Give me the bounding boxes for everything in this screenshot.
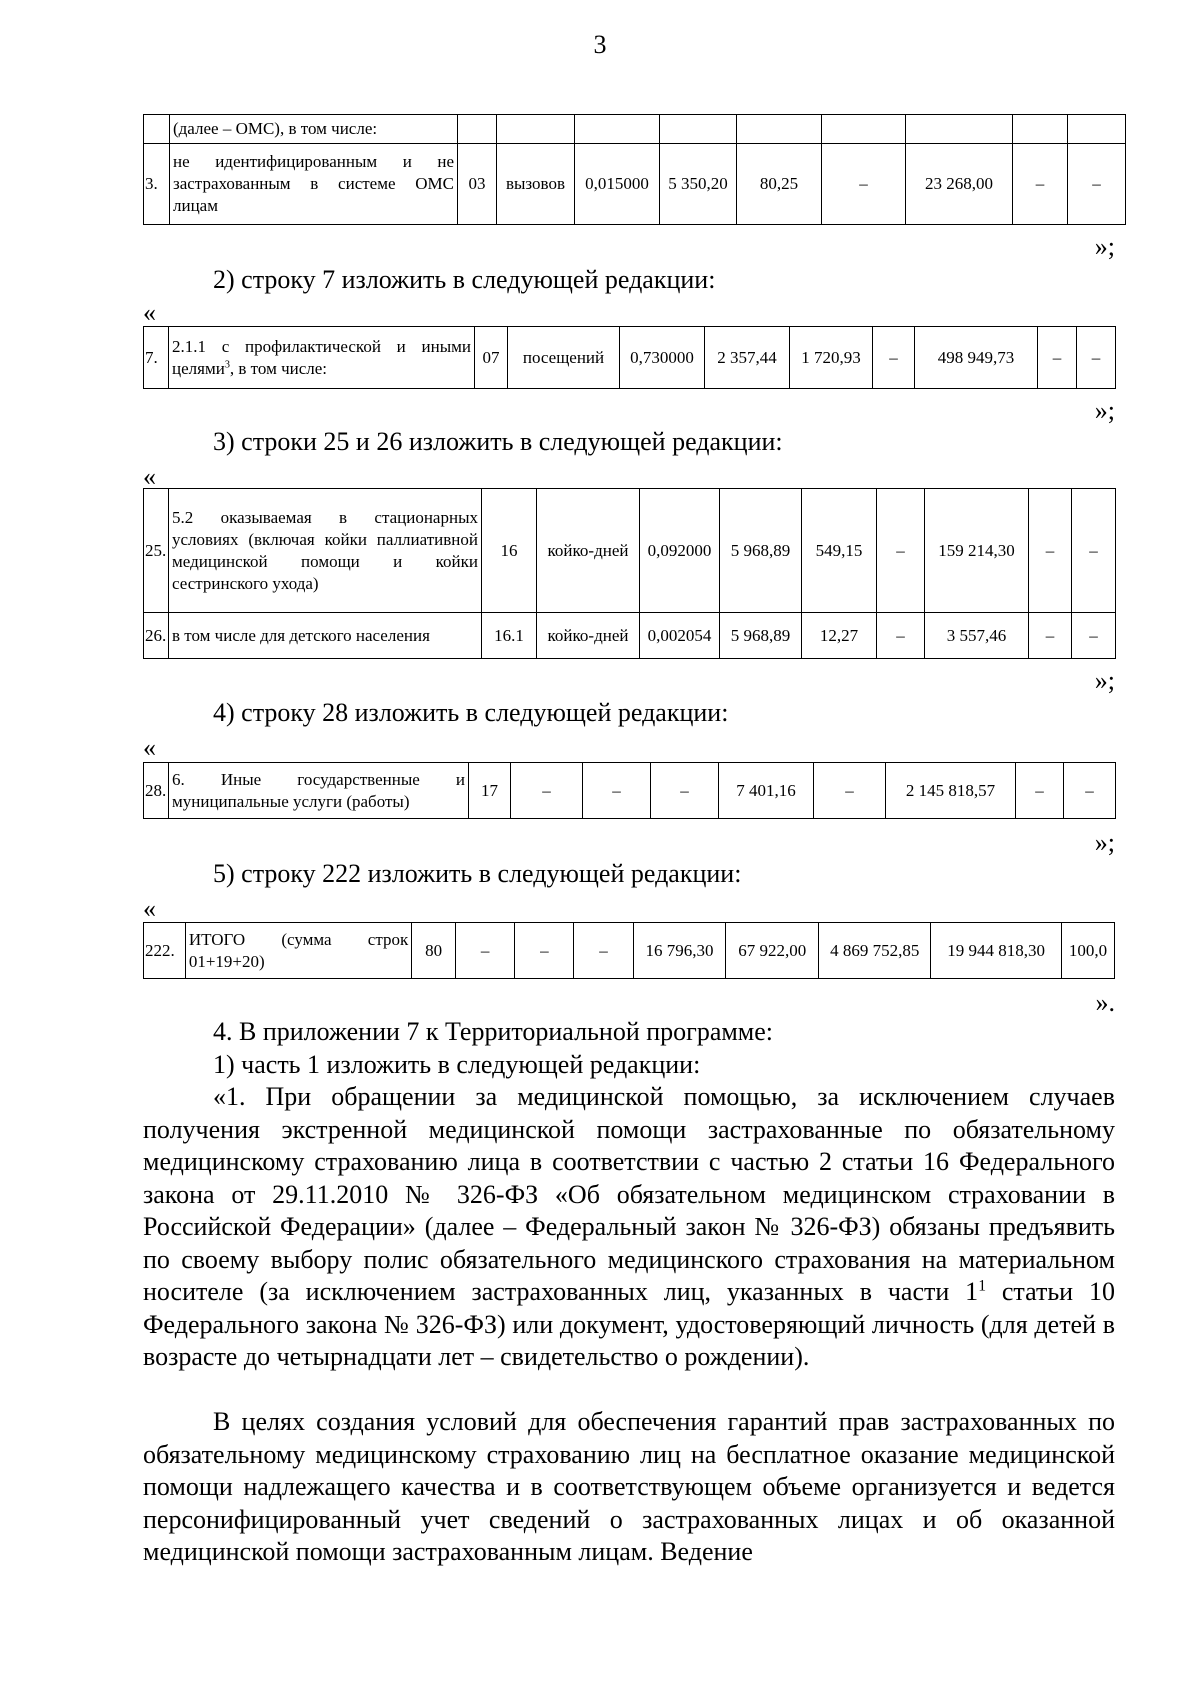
row-unit: посещений <box>508 327 620 389</box>
cell: 0,015000 <box>575 144 660 225</box>
footnote-mark: 3 <box>224 358 230 370</box>
cell: – <box>1072 489 1116 613</box>
page-number: 3 <box>593 30 607 59</box>
cell: 5 968,89 <box>720 489 802 613</box>
cell: – <box>1029 613 1072 659</box>
cell: 67 922,00 <box>726 923 819 979</box>
item-heading: 1) часть 1 изложить в следующей редакции: <box>213 1050 701 1079</box>
row-unit: вызовов <box>497 144 575 225</box>
row-unit: койко-дней <box>537 613 640 659</box>
cell: – <box>456 923 515 979</box>
cell: 12,27 <box>802 613 877 659</box>
row-name: ИТОГО (сумма строк 01+19+20) <box>185 923 411 979</box>
section-heading: 4) строку 28 изложить в следующей редакции: <box>213 698 729 727</box>
table-row <box>144 489 1116 613</box>
paragraph-2: В целях создания условий для обеспечения гарантий прав застрахованных по обязательному медицинскому страхованию лиц на бесплатное оказание медицинской помощи надлежащего качества и в соответствующем объеме организуется и ведется персонифицированный учет сведений о застрахованных лицах и об оказанной медицинской помощи застрахованным лицам. Ведение <box>143 1407 1115 1566</box>
table-row-28 <box>143 762 1116 819</box>
cell: 7 401,16 <box>719 763 814 819</box>
cell: 5 968,89 <box>720 613 802 659</box>
cell: – <box>1068 144 1126 225</box>
closing-quote: »; <box>1094 828 1115 857</box>
cell: 549,15 <box>802 489 877 613</box>
cell: 100,0 <box>1061 923 1114 979</box>
table-rows-omc <box>143 114 1126 225</box>
row-code: 03 <box>458 144 497 225</box>
cell: 5 350,20 <box>660 144 737 225</box>
row-number: 7. <box>144 327 169 389</box>
cell: – <box>873 327 915 389</box>
row-code: 16 <box>482 489 537 613</box>
footnote-mark: 1 <box>978 1277 986 1295</box>
cell: – <box>511 763 583 819</box>
opening-quote: « <box>143 462 156 491</box>
row-name: не идентифицированным и не застрахованным в системе ОМС лицам <box>170 144 458 225</box>
table-row <box>144 327 1116 389</box>
closing-quote: ». <box>1095 988 1115 1017</box>
cell: – <box>1072 613 1116 659</box>
cell: – <box>1077 327 1116 389</box>
table-row-222 <box>143 922 1115 979</box>
table-row <box>144 613 1116 659</box>
cell: 0,092000 <box>640 489 720 613</box>
section-heading: 2) строку 7 изложить в следующей редакции: <box>213 265 716 294</box>
row-unit: койко-дней <box>537 489 640 613</box>
cell: – <box>877 489 925 613</box>
row-name: в том числе для детского населения <box>169 613 482 659</box>
cell: 4 869 752,85 <box>819 923 931 979</box>
cell: 159 214,30 <box>925 489 1029 613</box>
row-code: 17 <box>469 763 511 819</box>
row-code: 16.1 <box>482 613 537 659</box>
row-number: 25. <box>144 489 169 613</box>
row-code: 80 <box>412 923 456 979</box>
cell: 2 145 818,57 <box>886 763 1016 819</box>
cell: 0,730000 <box>620 327 705 389</box>
table-rows-25-26 <box>143 488 1116 659</box>
row-name: 2.1.1 с профилактической и иными целями$^3$, в том числе: <box>169 327 475 389</box>
cell: – <box>651 763 719 819</box>
cell: – <box>574 923 633 979</box>
table-row <box>144 923 1115 979</box>
table-row-7 <box>143 326 1116 389</box>
cell: – <box>515 923 574 979</box>
section-heading: 4. В приложении 7 к Территориальной программе: <box>213 1017 774 1046</box>
cell: 3 557,46 <box>925 613 1029 659</box>
cell: – <box>1038 327 1077 389</box>
table-row <box>144 115 1126 144</box>
row-number: 222. <box>144 923 186 979</box>
cell: 1 720,93 <box>790 327 873 389</box>
closing-quote: »; <box>1094 666 1115 695</box>
row-name: (далее – ОМС), в том числе: <box>170 115 458 144</box>
cell: 498 949,73 <box>915 327 1038 389</box>
row-name: 5.2 оказываемая в стационарных условиях (включая койки паллиативной медицинской помощи и койки сестринского ухода) <box>169 489 482 613</box>
opening-quote: « <box>143 298 156 327</box>
row-number: 26. <box>144 613 169 659</box>
row-code: 07 <box>475 327 508 389</box>
paragraph-1: «1. При обращении за медицинской помощью, за исключением случаев получения экстренной медицинской помощи застрахованные по обязательному медицинскому страхованию лица в соответствии с частью 2 статьи 16 Федерального закона от 29.11.2010 № 326-ФЗ «Об обязательном медицинском страховании в Российской Федерации» (далее – Федеральный закон № 326-ФЗ) обязаны предъявить по своему выбору полис обязательного медицинского страхования на материальном носителе (за исключением застрахованных лиц, указанных в части $1^1$ статьи 10 Федерального закона № 326-ФЗ) или документ, удостоверяющий личность (для детей в возрасте до четырнадцати лет – свидетельство о рождении). <box>143 1082 1115 1371</box>
cell: – <box>1029 489 1072 613</box>
cell: 0,002054 <box>640 613 720 659</box>
cell: 2 357,44 <box>705 327 790 389</box>
table-row <box>144 144 1126 225</box>
cell: – <box>822 144 906 225</box>
cell: – <box>1064 763 1116 819</box>
row-number: 28. <box>144 763 169 819</box>
cell: – <box>877 613 925 659</box>
row-number: 3. <box>144 144 170 225</box>
cell: – <box>814 763 886 819</box>
row-name: 6. Иные государственные и муниципальные услуги (работы) <box>169 763 469 819</box>
section-heading: 5) строку 222 изложить в следующей редакции: <box>213 859 742 888</box>
opening-quote: « <box>143 733 156 762</box>
cell: – <box>1013 144 1068 225</box>
cell: 16 796,30 <box>633 923 726 979</box>
table-row <box>144 763 1116 819</box>
cell: – <box>1016 763 1064 819</box>
cell: 19 944 818,30 <box>931 923 1062 979</box>
section-heading: 3) строки 25 и 26 изложить в следующей редакции: <box>213 427 783 456</box>
cell: – <box>583 763 651 819</box>
closing-quote: »; <box>1094 396 1115 425</box>
cell: 23 268,00 <box>906 144 1013 225</box>
opening-quote: « <box>143 894 156 923</box>
closing-quote: »; <box>1094 232 1115 261</box>
cell: 80,25 <box>737 144 822 225</box>
